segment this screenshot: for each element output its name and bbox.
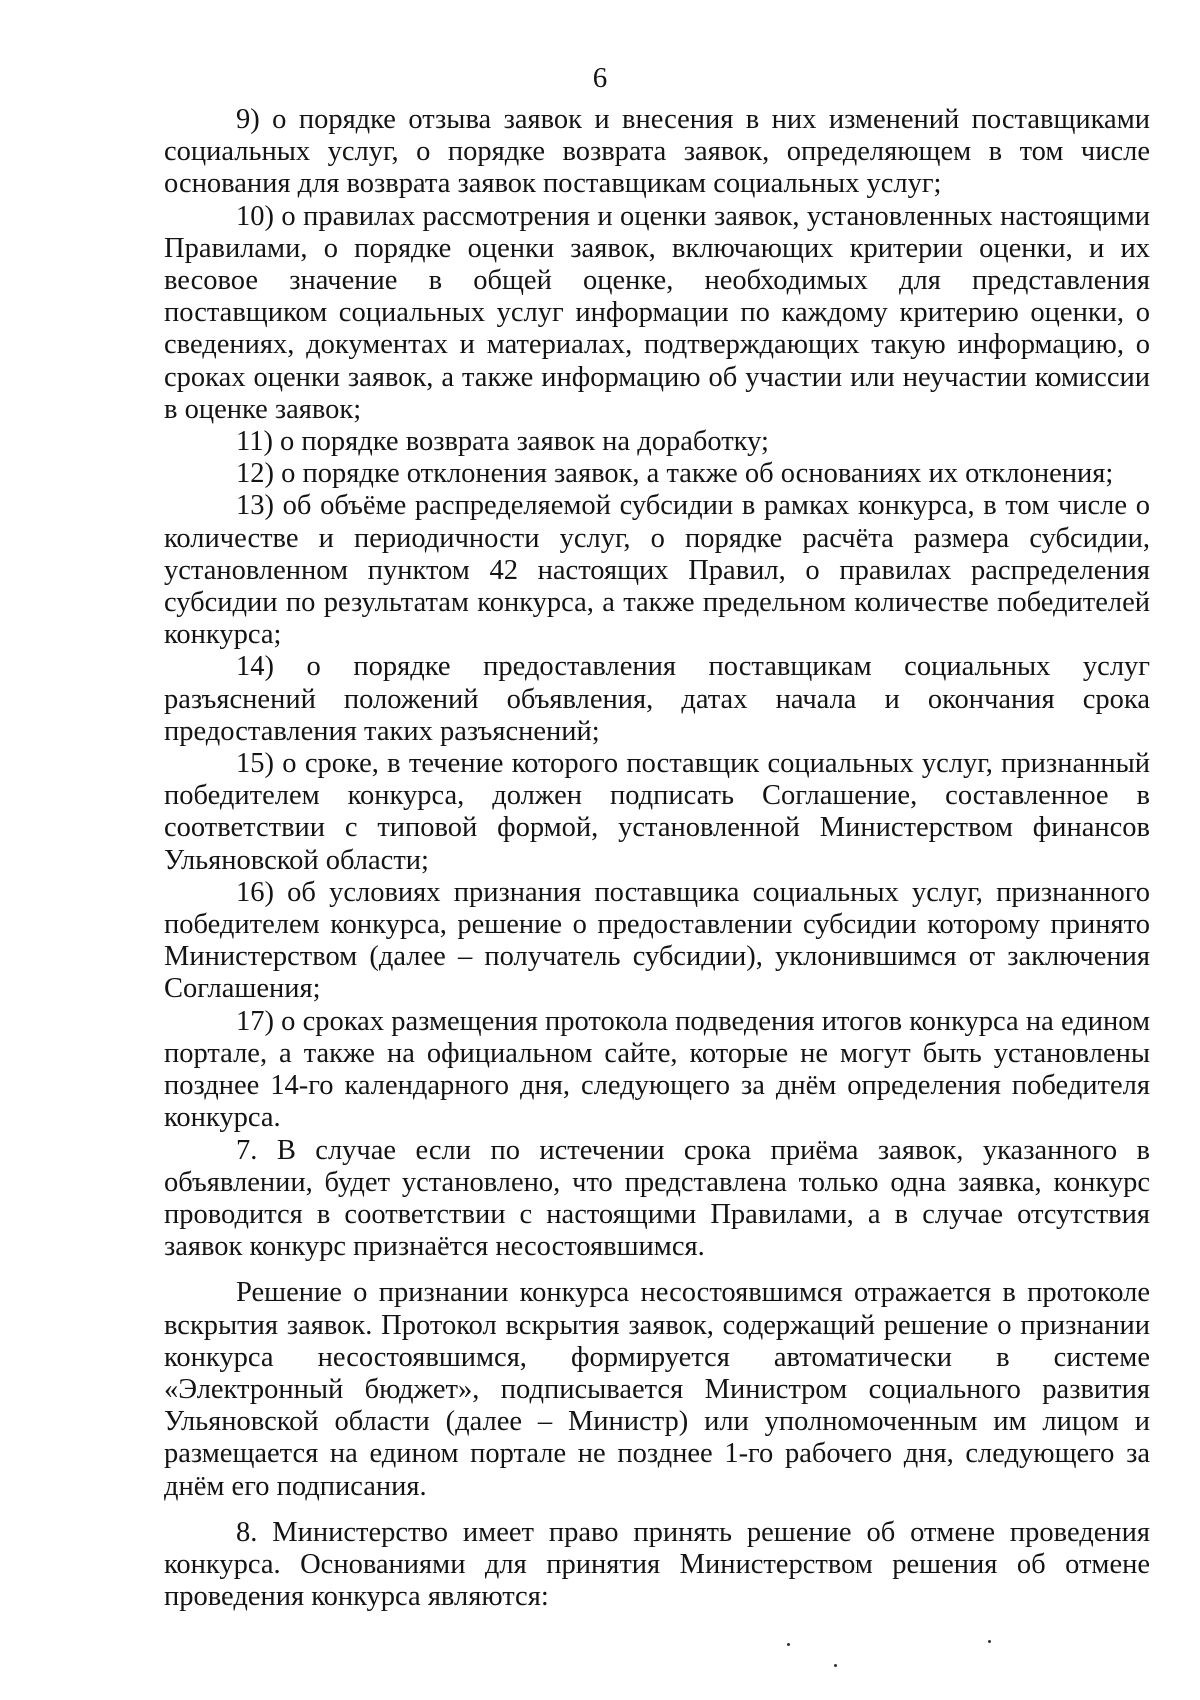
scan-speck <box>787 1643 790 1646</box>
paragraph-item-9: 9) о порядке отзыва заявок и внесения в них изменений поставщиками социальных услуг, о порядке возврата заявок, определяющем в том числе основания для возврата заявок поставщикам социальных услуг; <box>164 104 1150 200</box>
paragraph-item-11: 11) о порядке возврата заявок на доработку; <box>236 426 769 458</box>
paragraph-item-12: 12) о порядке отклонения заявок, а также об основаниях их отклонения; <box>236 458 1114 490</box>
scan-speck <box>988 1640 991 1643</box>
paragraph-item-14: 14) о порядке предоставления поставщикам социальных услуг разъяснений положений объявления, датах начала и окончания срока предоставления таких разъяснений; <box>164 651 1150 747</box>
paragraph-item-13: 13) об объёме распределяемой субсидии в рамках конкурса, в том числе о количестве и периодичности услуг, о порядке расчёта размера субсидии, установленном пунктом 42 настоящих Правил, о правилах распределения субсидии по результатам конкурса, а также предельном количестве победителей конкурса; <box>164 490 1150 651</box>
paragraph-clause-7: 7. В случае если по истечении срока приёма заявок, указанного в объявлении, будет установлено, что представлена только одна заявка, конкурс проводится в соответствии с настоящими Правилами, а в случае отсутствия заявок конкурс признаётся несостоявшимся. <box>164 1134 1150 1263</box>
paragraph-item-15: 15) о сроке, в течение которого поставщик социальных услуг, признанный победителем конкурса, должен подписать Соглашение, составленное в соответствии с типовой формой, установленной Министерством финансов Ульяновской области; <box>164 748 1150 876</box>
scan-speck <box>834 1664 837 1667</box>
paragraph-item-10: 10) о правилах рассмотрения и оценки заявок, установленных настоящими Правилами, о порядке оценки заявок, включающих критерии оценки, и их весовое значение в общей оценке, необходимых для представления поставщиком социальных услуг информации по каждому критерию оценки, о сведениях, документах и материалах, подтверждающих такую информацию, о сроках оценки заявок, а также информацию об участии или неучастии комиссии в оценке заявок; <box>164 200 1150 425</box>
paragraph-clause-8: 8. Министерство имеет право принять решение об отмене проведения конкурса. Основаниями для принятия Министерством решения об отмене проведения конкурса являются: <box>164 1516 1150 1613</box>
page-number: 6 <box>592 62 608 94</box>
paragraph-item-16: 16) об условиях признания поставщика социальных услуг, признанного победителем конкурса, решение о предоставлении субсидии которому принято Министерством (далее – получатель субсидии), уклонившимся от заключения Соглашения; <box>164 876 1150 1005</box>
paragraph-clause-7-decision: Решение о признании конкурса несостоявшимся отражается в протоколе вскрытия заявок. Протокол вскрытия заявок, содержащий решение о признании конкурса несостоявшимся, формируется автоматически в системе «Электронный бюджет», подписывается Министром социального развития Ульяновской области (далее – Министр) или уполномоченным им лицом и размещается на едином портале не позднее 1-го рабочего дня, следующего за днём его подписания. <box>164 1277 1150 1502</box>
paragraph-item-17: 17) о сроках размещения протокола подведения итогов конкурса на едином портале, а также на официальном сайте, которые не могут быть установлены позднее 14-го календарного дня, следующего за днём определения победителя конкурса. <box>164 1005 1150 1134</box>
document-body <box>164 104 1150 1613</box>
